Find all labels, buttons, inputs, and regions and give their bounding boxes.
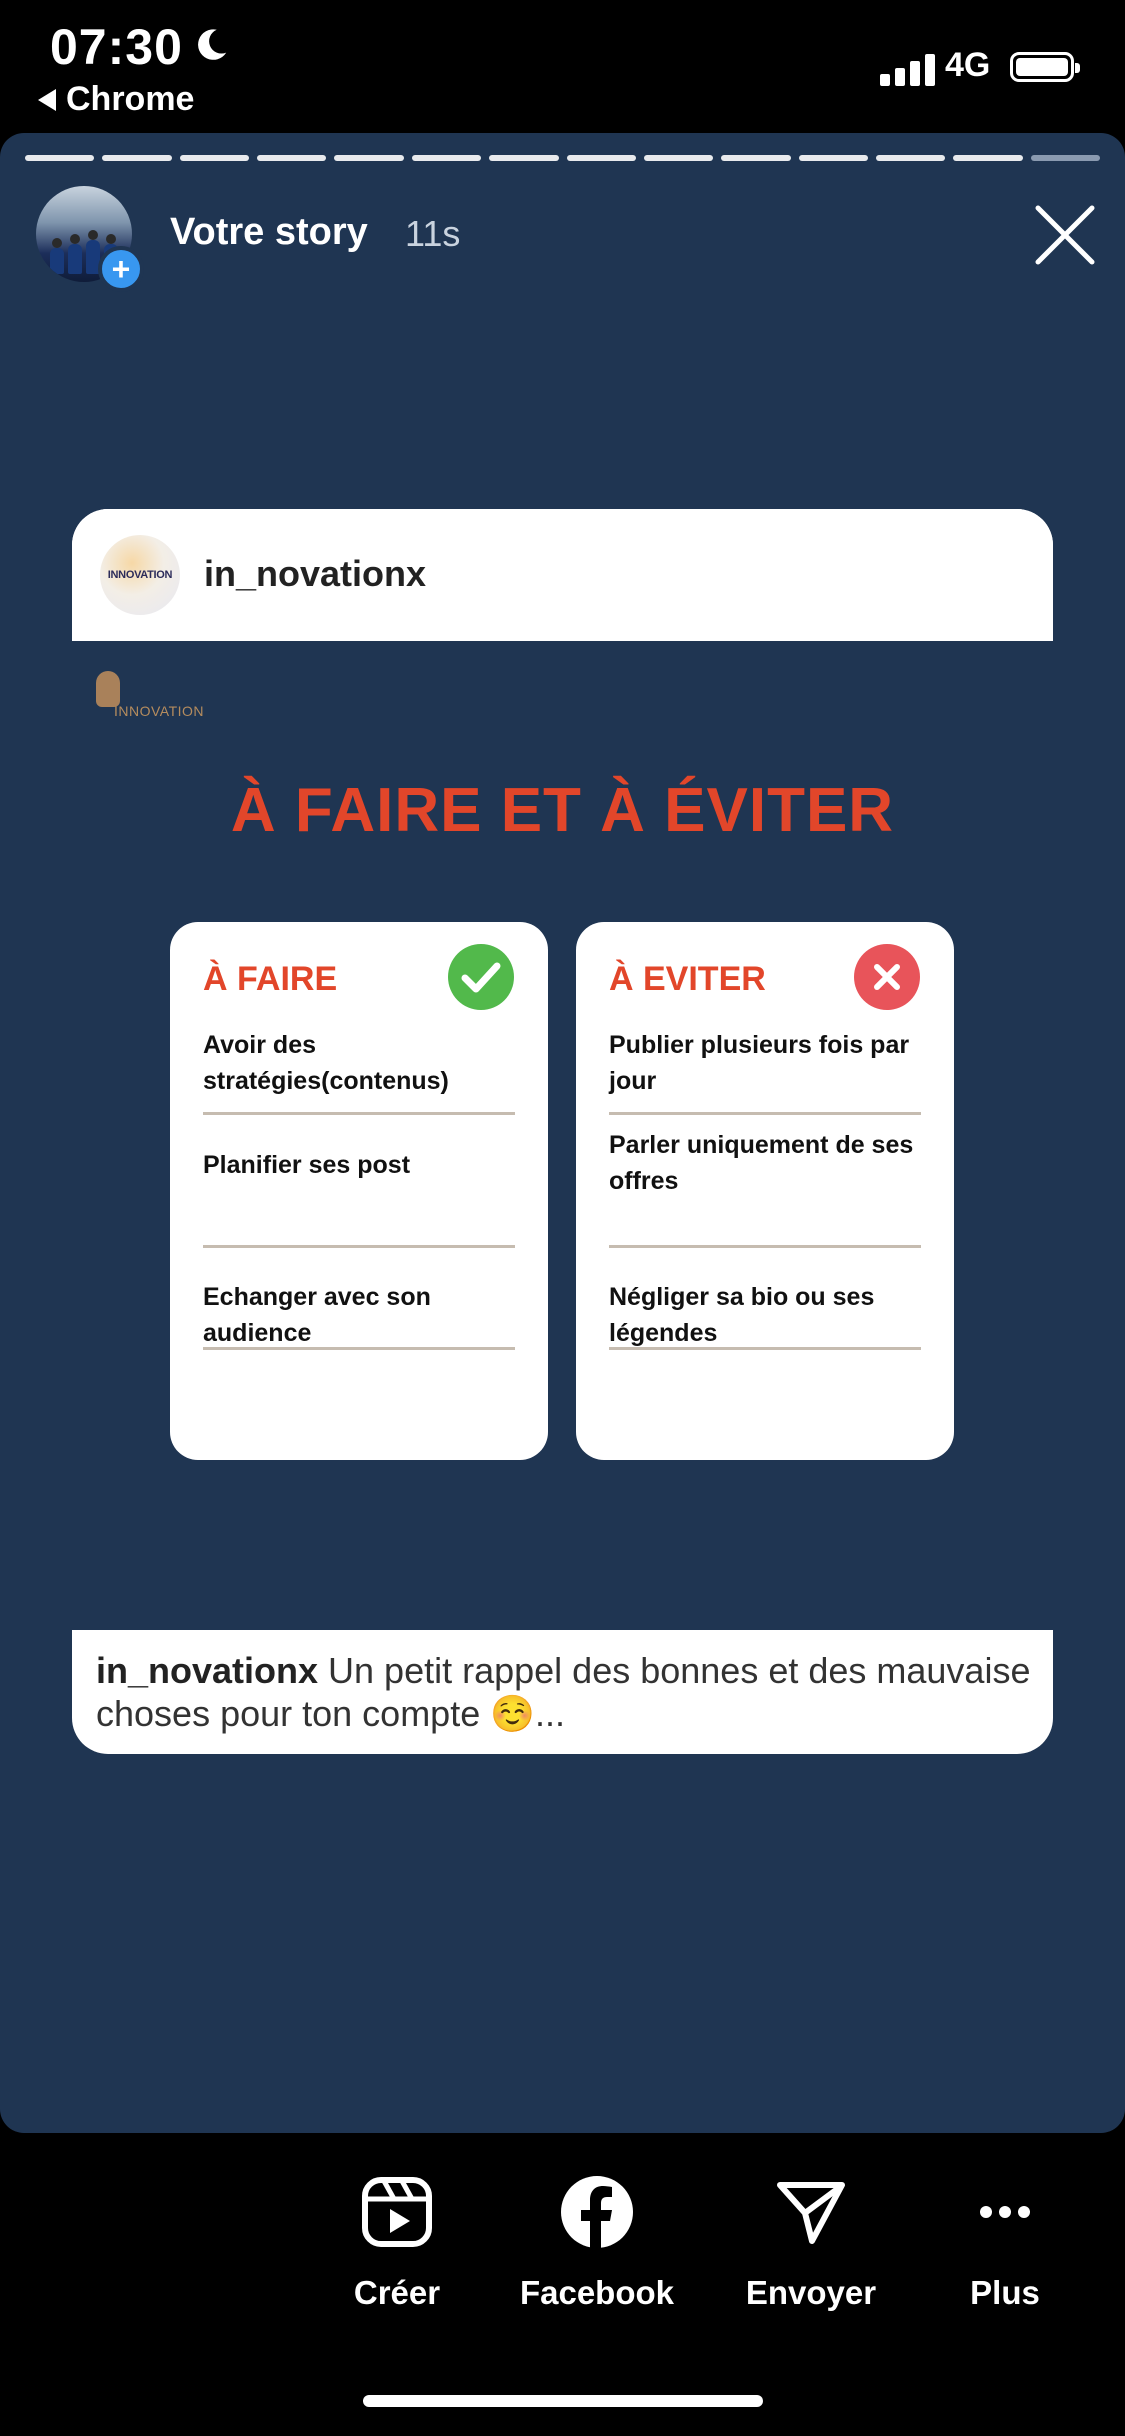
do-card (170, 922, 548, 1460)
home-indicator[interactable] (363, 2395, 763, 2407)
caption-text: Un petit rappel des bonnes et des mauvaise choses pour ton compte ☺️... (96, 1650, 1031, 1734)
divider (609, 1245, 921, 1248)
do-item: Avoir des stratégies(contenus) (203, 1031, 449, 1095)
send-icon (774, 2175, 848, 2249)
action-label: Créer (353, 2274, 441, 2311)
post-header (72, 509, 1053, 641)
do-item: Planifier ses post (203, 1151, 411, 1179)
divider (203, 1245, 515, 1248)
add-story-icon[interactable]: + (98, 246, 144, 292)
facebook-share-button[interactable] (497, 2175, 697, 2312)
post-image (72, 641, 1053, 1630)
reels-icon (360, 2175, 434, 2249)
create-button[interactable] (297, 2175, 497, 2312)
network-type: 4G (945, 46, 991, 84)
story-elapsed-time: 11s (405, 213, 461, 254)
dont-item: Publier plusieurs fois par jour (609, 1031, 910, 1095)
dont-card (576, 922, 954, 1460)
post-logo-text: INNOVATION (107, 569, 173, 581)
image-headline: À FAIRE ET À ÉVITER (230, 776, 895, 845)
more-button[interactable] (905, 2175, 1105, 2312)
divider (609, 1112, 921, 1115)
dont-card-title: À EVITER (609, 960, 766, 998)
do-card-title: À FAIRE (203, 960, 338, 998)
back-app-label: Chrome (66, 80, 195, 118)
divider (609, 1347, 921, 1350)
back-to-app-button[interactable] (38, 80, 194, 119)
watermark-text: INNOVATION (114, 703, 205, 719)
action-label: Facebook (519, 2274, 675, 2311)
post-caption (96, 1649, 1036, 1735)
back-arrow-icon (38, 89, 56, 111)
bulb-icon (96, 671, 120, 707)
dont-item: Parler uniquement de ses offres (609, 1131, 914, 1195)
send-button[interactable] (711, 2175, 911, 2312)
caption-username[interactable]: in_novationx (96, 1650, 319, 1691)
close-icon[interactable] (1030, 200, 1100, 270)
battery-icon (1010, 52, 1074, 82)
status-time: 07:30 (50, 19, 183, 75)
x-icon (854, 944, 920, 1010)
watermark-logo (86, 671, 226, 731)
action-label: Plus (970, 2274, 1040, 2311)
action-label: Envoyer (745, 2274, 877, 2311)
signal-icon (880, 48, 936, 86)
facebook-icon (560, 2175, 634, 2249)
divider (203, 1347, 515, 1350)
check-icon (448, 944, 514, 1010)
dont-item: Négliger sa bio ou ses légendes (609, 1283, 875, 1347)
do-item: Echanger avec son audience (203, 1283, 431, 1347)
shared-post-card[interactable] (72, 509, 1053, 1754)
moon-icon (192, 26, 230, 64)
divider (203, 1112, 515, 1115)
post-username[interactable]: in_novationx (204, 553, 427, 594)
more-icon (968, 2175, 1042, 2249)
story-title: Votre story (170, 211, 368, 253)
post-logo[interactable] (100, 535, 180, 615)
story-progress-bar (25, 155, 1100, 161)
